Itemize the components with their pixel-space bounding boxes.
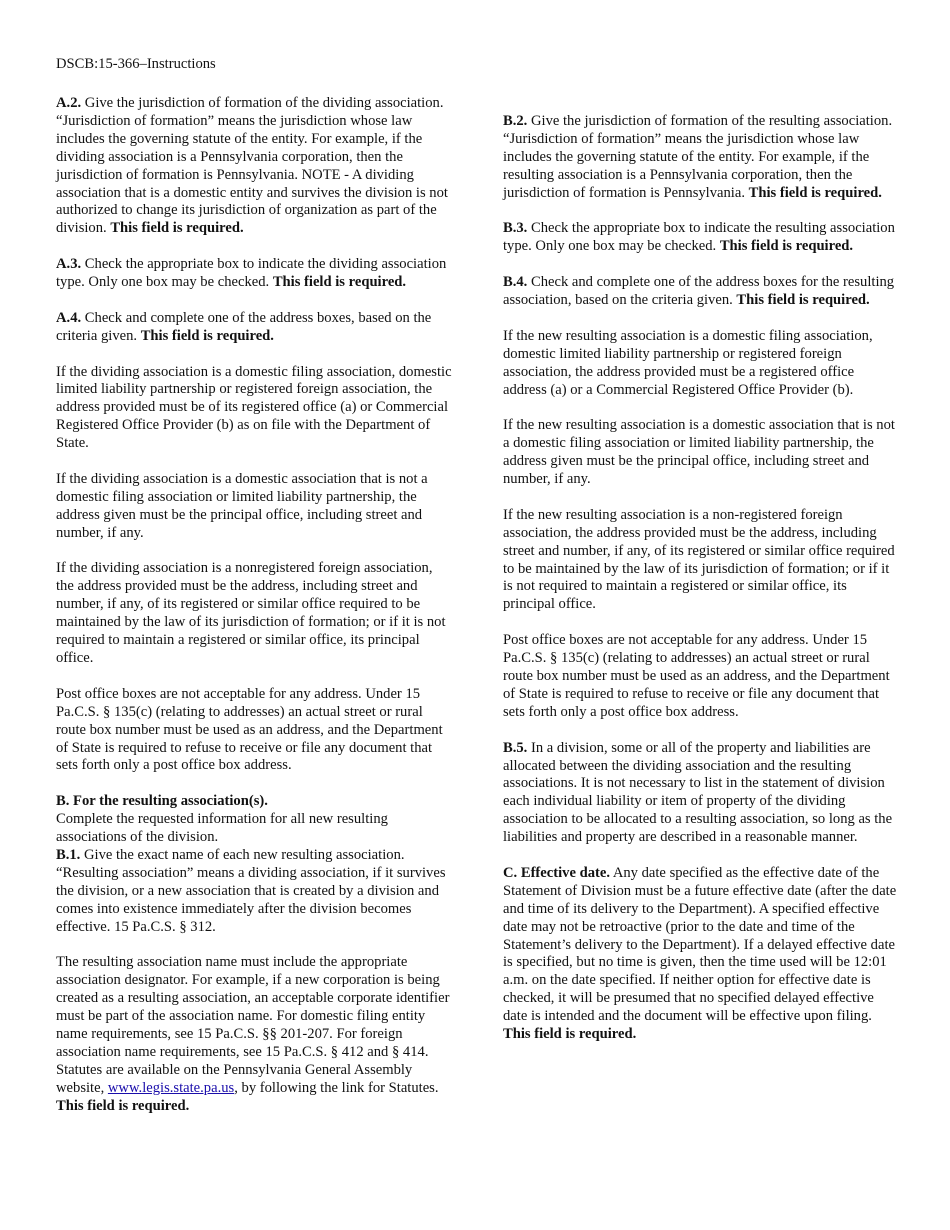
required-note: This field is required. bbox=[748, 184, 882, 201]
right-column bbox=[503, 113, 899, 1044]
instruction-text: Check the appropriate box to indicate the dividing association type. Only one box may be checked. bbox=[56, 256, 447, 291]
paragraph-domestic-filing: If the new resulting association is a domestic filing association, domestic limited liability partnership or registered foreign association, the address provided must be a registered office address (a) or a Commercial Registered Office Provider (b). bbox=[503, 327, 873, 398]
section-b-intro: Complete the requested information for all new resulting associations of the division. bbox=[56, 811, 388, 846]
instruction-label: B.2. bbox=[503, 113, 528, 129]
instruction-b2 bbox=[503, 113, 899, 203]
instruction-label: B.3. bbox=[503, 220, 528, 237]
instruction-c-effective-date bbox=[503, 865, 899, 1044]
instruction-b5 bbox=[503, 740, 899, 847]
section-heading: B. For the resulting association(s). bbox=[56, 793, 268, 810]
paragraph-domestic-other: If the dividing association is a domestic association that is not a domestic filing association or limited liability partnership, the address given must be the principal office, including street and number, if any. bbox=[56, 470, 428, 541]
instruction-label: A.2. bbox=[56, 95, 82, 111]
instruction-label: B.5. bbox=[503, 739, 528, 756]
instruction-text: The resulting association name must include the appropriate association designator. For example, if a new corporation is being created as a resulting association, an acceptable corporate identifier must be part of the association name. For domestic filing entity name requirements, see 15 Pa.C.S. §§ 201-207. For foreign association name requirements, see 15 Pa.C.S. § 412 and § 414. Statutes are available on the Pennsylvania General Assembly website, bbox=[56, 954, 450, 1096]
instruction-label: A.3. bbox=[56, 256, 82, 273]
instruction-b1 bbox=[56, 847, 452, 937]
paragraph-po-box: Post office boxes are not acceptable for any address. Under 15 Pa.C.S. § 135(c) (relating to addresses) an actual street or rural route box number must be used as an address, and the Department of State is required to refuse to receive or file any document that sets forth only a post office box address. bbox=[56, 685, 443, 774]
required-note: This field is required. bbox=[110, 220, 244, 237]
instruction-label: C. Effective date. bbox=[503, 864, 610, 881]
instruction-a2 bbox=[56, 95, 452, 238]
required-note: This field is required. bbox=[56, 1097, 190, 1114]
instruction-b3 bbox=[503, 220, 899, 256]
document-header: DSCB:15-366–Instructions bbox=[56, 56, 216, 72]
required-note: This field is required. bbox=[503, 1026, 637, 1043]
paragraph-domestic-other: If the new resulting association is a domestic association that is not a domestic filing association or limited liability partnership, the address given must be the principal office, including street and number, if any. bbox=[503, 417, 895, 488]
paragraph-nonregistered: If the dividing association is a nonregistered foreign association, the address provided must be the address, including street and number, if any, of its registered or similar office required to be maintained by the law of its jurisdiction of formation; or if it is not required to maintain a registered or similar office, its principal office. bbox=[56, 560, 446, 667]
instruction-label: B.1. bbox=[56, 846, 81, 863]
instruction-label: B.4. bbox=[503, 274, 528, 291]
paragraph-domestic-filing: If the dividing association is a domestic filing association, domestic limited liability partnership or registered foreign association, the address provided must be of its registered office (a) or Commercial Registered Office Provider (b) as on file with the Department of State. bbox=[56, 363, 452, 452]
instruction-a4 bbox=[56, 310, 452, 346]
paragraph-name-requirements bbox=[56, 954, 452, 1115]
instruction-label: A.4. bbox=[56, 309, 82, 326]
required-note: This field is required. bbox=[719, 238, 854, 255]
instruction-text: Check the appropriate box to indicate the resulting association type. Only one box may be checked. bbox=[503, 220, 895, 255]
legis-website-link[interactable]: www.legis.state.pa.us bbox=[107, 1079, 235, 1096]
required-note: This field is required. bbox=[272, 274, 407, 291]
required-note: This field is required. bbox=[140, 327, 274, 344]
instruction-text: , by following the link for Statutes. bbox=[234, 1079, 439, 1096]
instruction-text: Check and complete one of the address boxes, based on the criteria given. bbox=[56, 309, 432, 344]
instruction-text: Give the jurisdiction of formation of the dividing association. “Jurisdiction of formation” means the jurisdiction whose law includes the governing statute of the entity. For example, if the dividing association is a Pennsylvania corporation, then the jurisdiction of formation is Pennsylvania. NOTE - A dividing association that is a domestic entity and survives the division is not authorized to change its jurisdiction of organization as part of the division. bbox=[56, 95, 448, 237]
instruction-text: Give the jurisdiction of formation of the resulting association. “Jurisdiction of formation” means the jurisdiction whose law includes the governing statute of the entity. For example, if the resulting association is a Pennsylvania corporation, then the jurisdiction of formation is Pennsylvania. bbox=[503, 113, 893, 201]
instruction-a3 bbox=[56, 256, 452, 292]
section-b-heading bbox=[56, 793, 452, 811]
instruction-text: Check and complete one of the address boxes for the resulting association, based on the criteria given. bbox=[503, 274, 895, 309]
paragraph-nonregistered: If the new resulting association is a non-registered foreign association, the address provided must be the address, including street and number, if any, of its registered or similar office required to be maintained by the law of its jurisdiction of formation; or if it is not required to maintain a registered or similar office, its principal office. bbox=[503, 506, 895, 613]
paragraph-po-box: Post office boxes are not acceptable for any address. Under 15 Pa.C.S. § 135(c) (relating to addresses) an actual street or rural route box number must be used as an address, and the Department of State is required to refuse to receive or file any document that sets forth only a post office box address. bbox=[503, 632, 890, 720]
instruction-text: Give the exact name of each new resulting association. “Resulting association” means a dividing association, if it survives the division, or a new association that is created by a division and comes into existence immediately after the division becomes effective. 15 Pa.C.S. § 312. bbox=[56, 846, 446, 935]
left-column bbox=[56, 95, 452, 1116]
instruction-b4 bbox=[503, 274, 899, 310]
instruction-text: In a division, some or all of the property and liabilities are allocated between the dividing association and the resulting associations. It is not necessary to list in the statement of division each individual liability or item of property of the dividing association to be allocated to a resulting association, so long as the liabilities and property are described in a reasonable manner. bbox=[503, 739, 893, 846]
instruction-text: Any date specified as the effective date of the Statement of Division must be a future effective date (after the date and time of its delivery to the Department). A specified effective date may not be retroactive (prior to the date and time of the Statement’s delivery to the Department). If a delayed effective date is specified, but no time is given, then the time used will be 12:01 a.m. on the date specified. If neither option for effective date is checked, it will be presumed that no specified delayed effective date is intended and the document will be effective upon filing. bbox=[503, 864, 897, 1025]
required-note: This field is required. bbox=[736, 292, 870, 309]
